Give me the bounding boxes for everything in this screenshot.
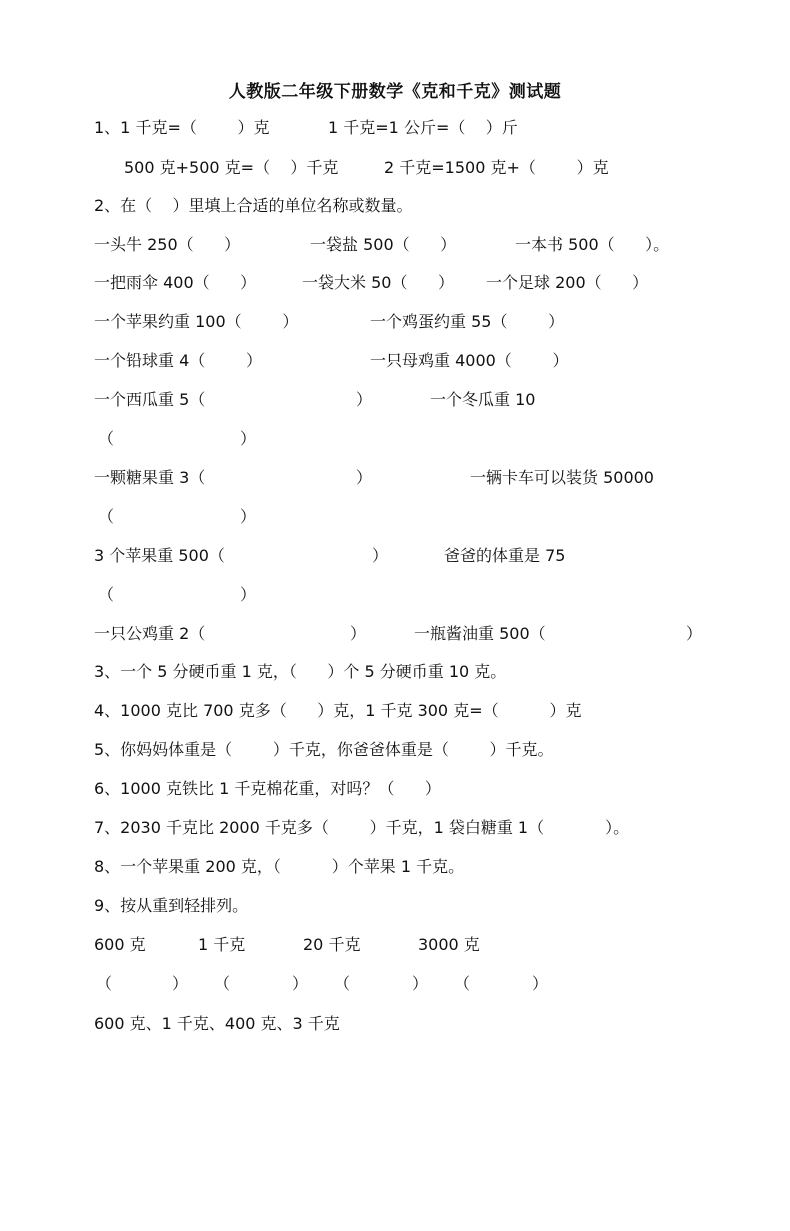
question-line [0, 155, 609, 181]
text-segment: 3000 克 [418, 935, 480, 954]
question-line [0, 659, 507, 685]
text-segment: 3、一个 5 分硬币重 1 克，（ ）个 5 分硬币重 10 克。 [94, 662, 507, 681]
question-line [0, 465, 654, 491]
question-line [0, 115, 518, 141]
text-segment: 一个足球 200（ ） [486, 273, 649, 292]
question-line [0, 621, 703, 647]
text-segment: 2 千克=1500 克+（ ）克 [384, 158, 609, 177]
question-line [0, 1011, 340, 1037]
question-line [0, 971, 549, 997]
text-segment: 7、2030 千克比 2000 千克多（ ）千克，1 袋白糖重 1（ ）。 [94, 818, 630, 837]
text-segment: ） [172, 974, 189, 993]
text-segment: （ [334, 974, 351, 993]
text-segment: 3 个苹果重 500（ [94, 546, 225, 565]
text-segment: 600 克、1 千克、400 克、3 千克 [94, 1014, 340, 1033]
text-segment: 1、1 千克=（ ）克 [94, 118, 270, 137]
text-segment: 一只公鸡重 2（ [94, 624, 206, 643]
text-segment: （ [214, 974, 231, 993]
question-line [0, 698, 582, 724]
text-segment: 爸爸的体重是 75 [444, 546, 566, 565]
text-segment: 4、1000 克比 700 克多（ ）克，1 千克 300 克=（ ）克 [94, 701, 582, 720]
text-segment: 一瓶酱油重 500（ [414, 624, 546, 643]
worksheet-title: 人教版二年级下册数学《克和千克》测试题 [228, 82, 562, 102]
text-segment: ） [356, 468, 373, 487]
text-segment: 20 千克 [303, 935, 361, 954]
text-segment: 一把雨伞 400（ ） [94, 273, 257, 292]
text-segment: 600 克 [94, 935, 146, 954]
text-segment: （ [454, 974, 471, 993]
text-segment: 一袋大米 50（ ） [302, 273, 454, 292]
text-segment: ） [532, 974, 549, 993]
text-segment: ） [686, 624, 703, 643]
text-segment: （ [98, 429, 115, 448]
text-segment: （ [98, 507, 115, 526]
text-segment: ） [372, 546, 389, 565]
text-segment: 5、你妈妈体重是（ ）千克，你爸爸体重是（ ）千克。 [94, 740, 554, 759]
question-line [0, 348, 569, 374]
text-segment: 一个鸡蛋约重 55（ ） [370, 312, 565, 331]
text-segment: 8、一个苹果重 200 克，（ ）个苹果 1 千克。 [94, 857, 465, 876]
text-segment: 一袋盐 500（ ） [310, 235, 457, 254]
question-line [0, 387, 536, 413]
question-line [0, 932, 480, 958]
text-segment: 一个铅球重 4（ ） [94, 351, 262, 370]
question-line [0, 737, 554, 763]
question-line [0, 309, 565, 335]
text-segment: 一辆卡车可以装货 50000 [470, 468, 654, 487]
text-segment: （ [98, 585, 115, 604]
question-line [0, 854, 465, 880]
text-segment: （ [96, 974, 113, 993]
question-line [0, 582, 257, 608]
question-line [0, 504, 257, 530]
question-line [0, 543, 566, 569]
text-segment: 6、1000 克铁比 1 千克棉花重，对吗？（ ） [94, 779, 441, 798]
text-segment: 2、在（ ）里填上合适的单位名称或数量。 [94, 196, 413, 215]
text-segment: 一个苹果约重 100（ ） [94, 312, 299, 331]
text-segment: ） [240, 507, 257, 526]
question-line [0, 893, 249, 919]
text-segment: 500 克+500 克=（ ）千克 [124, 158, 339, 177]
text-segment: 1 千克 [198, 935, 246, 954]
text-segment: 9、按从重到轻排列。 [94, 896, 249, 915]
text-segment: 一颗糖果重 3（ [94, 468, 206, 487]
text-segment: 一只母鸡重 4000（ ） [370, 351, 569, 370]
text-segment: ） [412, 974, 429, 993]
question-line [0, 426, 257, 452]
question-line [0, 776, 441, 802]
question-line [0, 815, 630, 841]
question-line [0, 232, 670, 258]
text-segment: 一个西瓜重 5（ [94, 390, 206, 409]
text-segment: 一个冬瓜重 10 [430, 390, 536, 409]
question-line [0, 270, 649, 296]
text-segment: 一头牛 250（ ） [94, 235, 241, 254]
text-segment: ） [356, 390, 373, 409]
text-segment: 一本书 500（ ）。 [515, 235, 670, 254]
text-segment: 1 千克=1 公斤=（ ）斤 [328, 118, 518, 137]
text-segment: ） [350, 624, 367, 643]
text-segment: ） [240, 585, 257, 604]
question-line [0, 193, 413, 219]
text-segment: ） [240, 429, 257, 448]
text-segment: ） [292, 974, 309, 993]
